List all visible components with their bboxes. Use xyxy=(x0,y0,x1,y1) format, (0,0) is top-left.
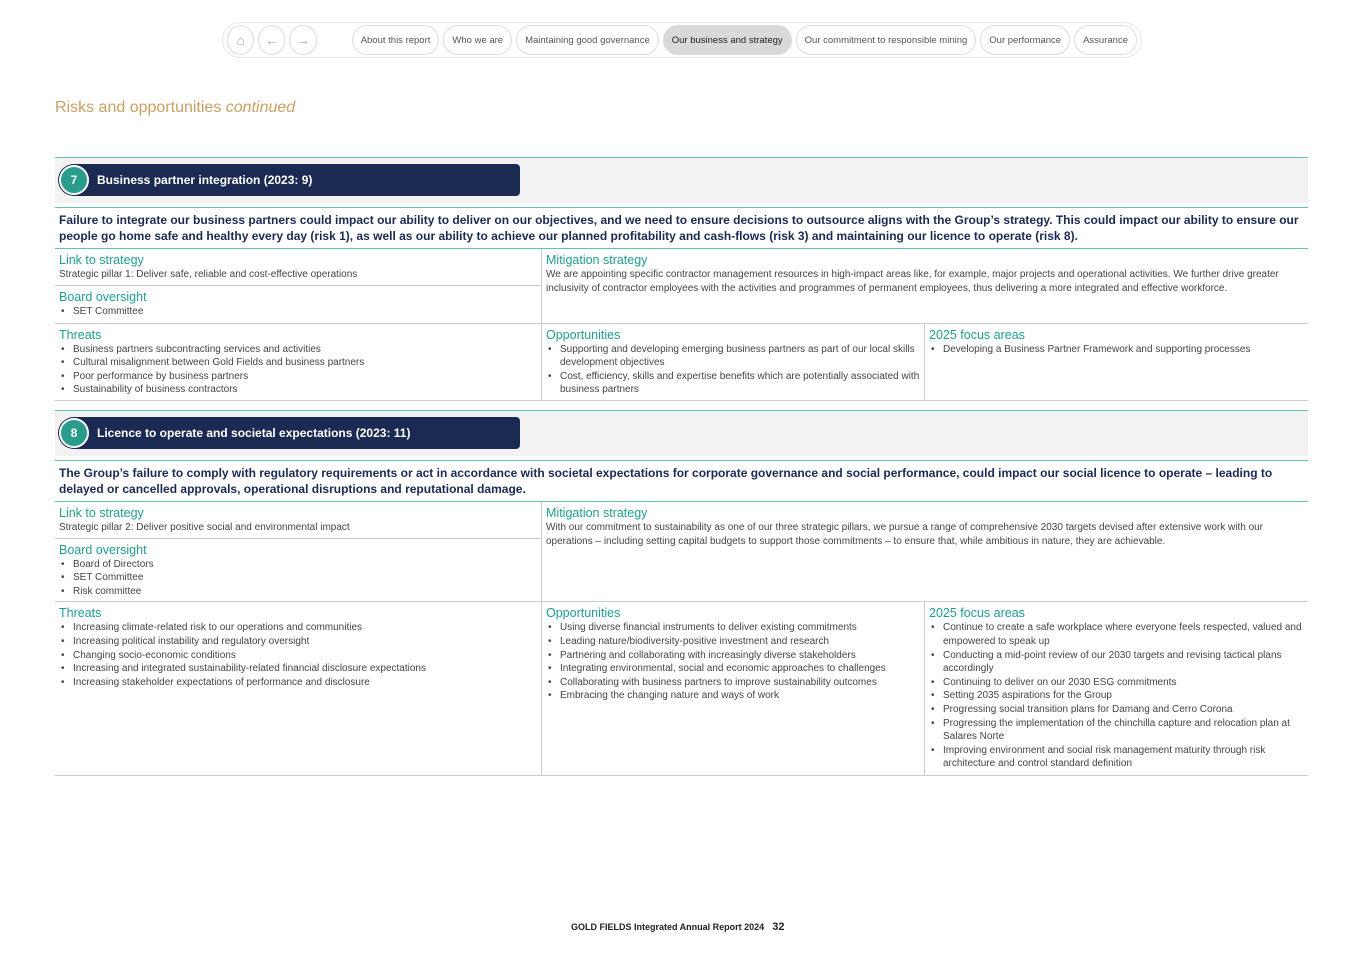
section-nav xyxy=(222,22,1142,58)
link-heading: Link to strategy xyxy=(59,253,144,267)
opps-list xyxy=(546,621,920,703)
risk-statement: Failure to integrate our business partners could impact our ability to deliver on our objectives, and we need to ensure decisions to outsource aligns with the Group’s strategy. This could impact our ability to ensure our people go home safe and healthy every day (risk 1), as well as our ability to achieve our planned profitability and cash-flows (risk 3) and maintaining our licence to operate (risk 8). xyxy=(55,207,1308,249)
nav-tab[interactable]: Our performance xyxy=(980,25,1070,55)
list-item: • Improving environment and social risk management maturity through risk architecture and control standard definition xyxy=(929,744,1304,771)
risk-header xyxy=(55,410,1308,456)
threats-list xyxy=(59,621,537,689)
page-title: Risks and opportunities continued xyxy=(55,99,296,116)
list-item: • Increasing political instability and regulatory oversight xyxy=(59,635,537,649)
list-item: • Embracing the changing nature and ways of work xyxy=(546,689,920,703)
opps-heading: Opportunities xyxy=(546,327,621,342)
list-item: • Partnering and collaborating with increasingly diverse stakeholders xyxy=(546,649,920,663)
page-number: 32 xyxy=(772,921,785,933)
list-item: • Cost, efficiency, skills and expertise benefits which are potentially associated with business partners xyxy=(546,370,920,397)
nav-tab[interactable]: Maintaining good governance xyxy=(516,25,659,55)
threats-list xyxy=(59,343,537,397)
risk-section xyxy=(55,410,1308,776)
list-item: • SET Committee xyxy=(59,305,537,319)
link-heading: Link to strategy xyxy=(59,506,144,520)
nav-tab[interactable]: Who we are xyxy=(443,25,512,55)
risk-number: 8 xyxy=(59,418,89,448)
risk-number: 7 xyxy=(59,165,89,195)
list-item: • Collaborating with business partners to improve sustainability outcomes xyxy=(546,676,920,690)
risk-title-pill xyxy=(58,417,520,449)
risk-title-pill xyxy=(58,164,520,196)
home-icon[interactable]: ⌂ xyxy=(227,25,254,55)
list-item: • Cultural misalignment between Gold Fields and business partners xyxy=(59,356,537,370)
link-text: Strategic pillar 1: Deliver safe, reliable and cost-effective operations xyxy=(59,269,358,280)
mitigation-heading: Mitigation strategy xyxy=(546,506,648,520)
list-item: • Increasing stakeholder expectations of performance and disclosure xyxy=(59,676,537,690)
list-item: • Continue to create a safe workplace where everyone feels respected, valued and empowered to speak up xyxy=(929,621,1304,648)
list-item: • Business partners subcontracting services and activities xyxy=(59,343,537,357)
list-item: • Continuing to deliver on our 2030 ESG commitments xyxy=(929,676,1304,690)
list-item: • Leading nature/biodiversity-positive investment and research xyxy=(546,635,920,649)
risk-statement: The Group’s failure to comply with regulatory requirements or act in accordance with societal expectations for corporate governance and social performance, could impact our social licence to operate – leading to delayed or cancelled approvals, operational disruptions and reputational damage. xyxy=(55,460,1308,502)
threats-heading: Threats xyxy=(59,606,102,621)
list-item: • Poor performance by business partners xyxy=(59,370,537,384)
risk-title: Business partner integration (2023: 9) xyxy=(97,173,313,187)
list-item: • Progressing the implementation of the chinchilla capture and relocation plan at Salares Norte xyxy=(929,717,1304,744)
nav-tab[interactable]: Our commitment to responsible mining xyxy=(796,25,977,55)
mitigation-text: With our commitment to sustainability as one of our three strategic pillars, we pursue a range of comprehensive 2030 targets devised after extensive work with our operations – including setting capital budgets to support those commitments – to ensure that, while ambitious in nature, they are achievable. xyxy=(546,522,1264,547)
list-item: • Risk committee xyxy=(59,585,537,599)
list-item: • Using diverse financial instruments to deliver existing commitments xyxy=(546,621,920,635)
list-item: • Developing a Business Partner Framework and supporting processes xyxy=(929,343,1304,357)
footer: GOLD FIELDS Integrated Annual Report 2024 32 xyxy=(571,921,785,933)
list-item: • Setting 2035 aspirations for the Group xyxy=(929,689,1304,703)
focus-heading: 2025 focus areas xyxy=(929,606,1025,621)
board-heading: Board oversight xyxy=(59,542,147,557)
list-item: • Increasing climate-related risk to our operations and communities xyxy=(59,621,537,635)
board-list xyxy=(59,558,537,599)
risk-section xyxy=(55,157,1308,401)
focus-heading: 2025 focus areas xyxy=(929,327,1025,342)
list-item: • Progressing social transition plans for Damang and Cerro Corona xyxy=(929,703,1304,717)
list-item: • Supporting and developing emerging business partners as part of our local skills development objectives xyxy=(546,343,920,370)
focus-list xyxy=(929,343,1304,357)
opps-list xyxy=(546,343,920,397)
nav-tab[interactable]: Assurance xyxy=(1074,25,1137,55)
threats-heading: Threats xyxy=(59,327,102,342)
list-item: • Sustainability of business contractors xyxy=(59,383,537,397)
nav-tab[interactable]: Our business and strategy xyxy=(663,25,792,55)
back-arrow-icon[interactable]: ← xyxy=(258,25,285,55)
list-item: • SET Committee xyxy=(59,571,537,585)
focus-list xyxy=(929,621,1304,771)
list-item: • Board of Directors xyxy=(59,558,537,572)
nav-tab[interactable]: About this report xyxy=(352,25,440,55)
risk-header xyxy=(55,157,1308,203)
mitigation-heading: Mitigation strategy xyxy=(546,253,648,267)
forward-arrow-icon[interactable]: → xyxy=(289,25,316,55)
risk-title: Licence to operate and societal expectations (2023: 11) xyxy=(97,426,411,440)
board-heading: Board oversight xyxy=(59,289,147,304)
mitigation-text: We are appointing specific contractor management resources in high-impact areas like, for example, major projects and operational activities. We further drive greater inclusivity of contractor employees with the activities and programmes of permanent employees, thus delivering a more integrated and effective workforce. xyxy=(546,269,1279,294)
link-text: Strategic pillar 2: Deliver positive social and environmental impact xyxy=(59,522,350,533)
list-item: • Integrating environmental, social and economic approaches to challenges xyxy=(546,662,920,676)
list-item: • Conducting a mid-point review of our 2030 targets and revising tactical plans accordingly xyxy=(929,649,1304,676)
board-list xyxy=(59,305,537,319)
list-item: • Changing socio-economic conditions xyxy=(59,649,537,663)
list-item: • Increasing and integrated sustainability-related financial disclosure expectations xyxy=(59,662,537,676)
opps-heading: Opportunities xyxy=(546,606,621,621)
